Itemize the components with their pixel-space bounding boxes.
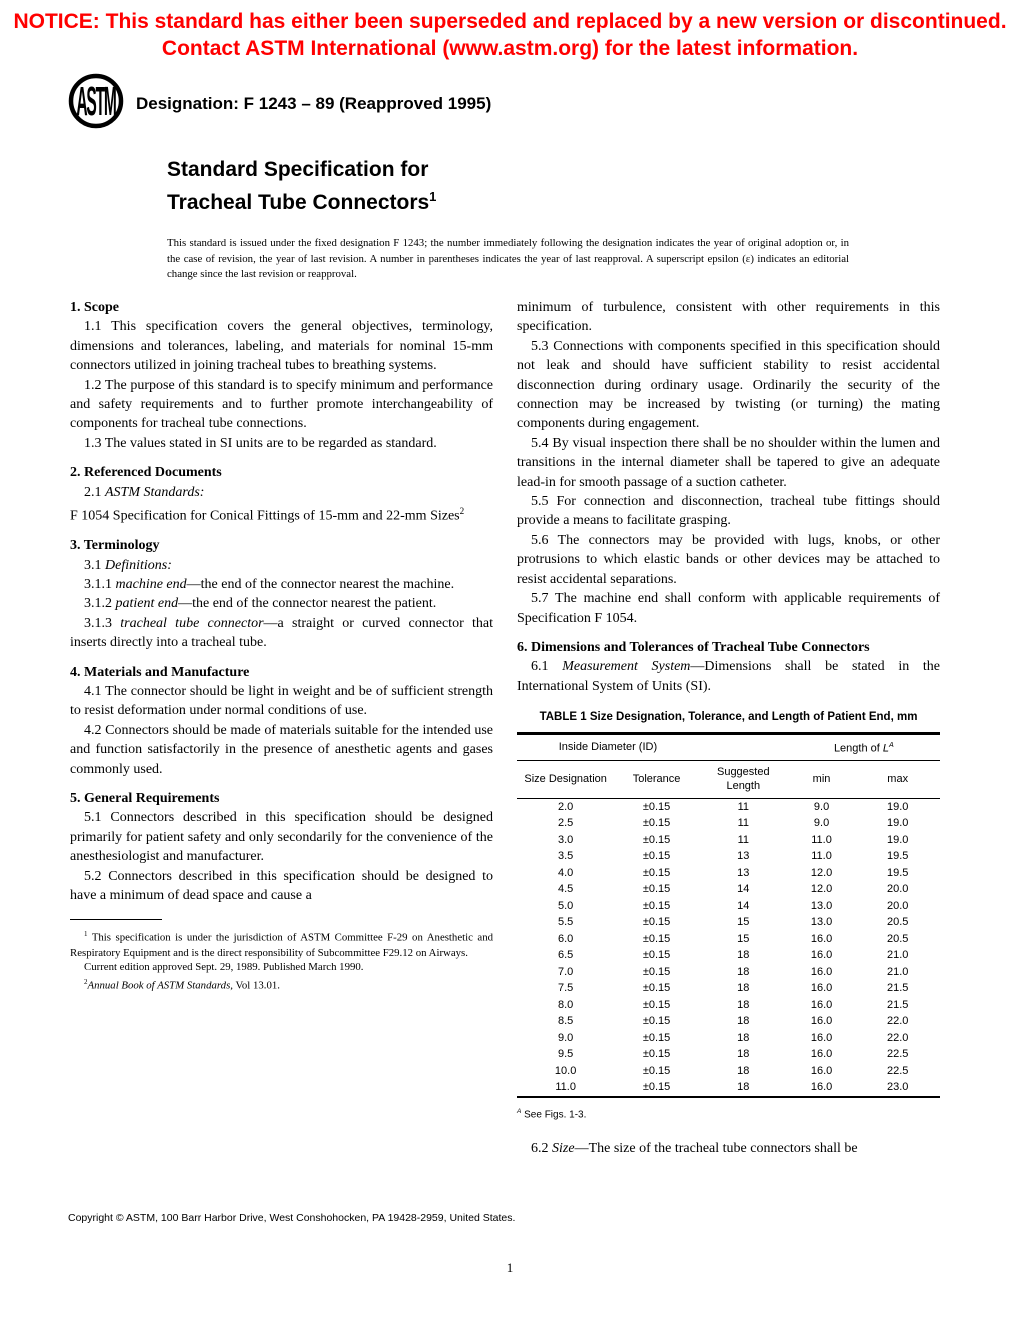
table-cell: 2.5	[557, 817, 574, 830]
table-cell: ±0.15	[642, 800, 671, 813]
table-1-footnote-text: See Figs. 1-3.	[521, 1109, 587, 1121]
para-1-2: 1.2 The purpose of this standard is to specify minimum and performance and safety requirements and to further promote interchangeability of components for tracheal tube connections.	[70, 377, 493, 432]
span-header-length	[788, 734, 940, 761]
table-1-body	[517, 799, 940, 1098]
para-6-2	[517, 1139, 940, 1158]
para-5-7: 5.7 The machine end shall conform with applicable requirements of Specification F 1054.	[517, 591, 940, 626]
table-cell: 9.5	[557, 1048, 574, 1061]
para-5-3: 5.3 Connections with components specified in this specification should not leak and should have sufficient stability to resist accidental disconnection during ordinary usage. Ordinarily the security of the connection may be increased by twisting (or turning) the mating components during engagement.	[517, 338, 940, 432]
footnote-divider	[70, 919, 162, 920]
footnotes-block	[70, 919, 493, 993]
table-cell: 3.0	[557, 833, 574, 846]
table-cell: ±0.15	[642, 899, 671, 912]
table-cell: ±0.15	[642, 949, 671, 962]
table-cell: 11	[737, 800, 749, 813]
table-cell: 22.5	[886, 1064, 909, 1077]
title-line1: Standard Specification for	[167, 158, 429, 181]
reference-f1054-sup: 2	[459, 506, 465, 517]
para-6-1-italic: Measurement System	[562, 659, 691, 675]
svg-text:ASTM: ASTM	[76, 77, 116, 125]
title-line2: Tracheal Tube Connectors	[167, 191, 430, 214]
table-cell: 4.5	[557, 883, 574, 896]
table-cell: 13	[737, 866, 750, 879]
right-column	[517, 298, 940, 1158]
table-row	[517, 1014, 940, 1031]
para-2-1-italic: ASTM Standards:	[105, 484, 205, 500]
table-cell: ±0.15	[642, 965, 671, 978]
heading-scope: 1. Scope	[70, 300, 119, 315]
table-cell: ±0.15	[642, 817, 671, 830]
table-row	[517, 915, 940, 932]
heading-materials: 4. Materials and Manufacture	[70, 664, 250, 680]
left-column	[70, 298, 493, 993]
table-cell: 15	[737, 932, 750, 945]
footnote-2-sup: 2	[84, 977, 88, 986]
table-cell: 20.0	[886, 899, 909, 912]
table-row	[517, 1030, 940, 1047]
table-cell: 10.0	[554, 1064, 577, 1077]
para-3-1-2-rest: —the end of the connector nearest the patient.	[178, 596, 437, 612]
table-cell: ±0.15	[642, 932, 671, 945]
footnote-2-italic: Annual Book of ASTM Standards,	[87, 979, 233, 992]
table-cell: 13.0	[810, 916, 833, 929]
term-patient-end: patient end	[115, 596, 179, 612]
footnote-1	[70, 927, 493, 960]
table-cell: 18	[737, 982, 750, 995]
para-5-2-continued: minimum of turbulence, consistent with other requirements in this specification.	[517, 300, 940, 335]
table-cell: 16.0	[810, 965, 833, 978]
span-header-length-sup: A	[889, 741, 894, 750]
table-cell: 5.0	[557, 899, 574, 912]
table-1-span-header-row	[517, 734, 940, 761]
para-5-6: 5.6 The connectors may be provided with lugs, knobs, or other protrusions to which elastic bands or other devices may be attached to resist accidental separations.	[517, 532, 940, 587]
para-3-1-italic: Definitions:	[105, 557, 172, 573]
table-1-title: TABLE 1 Size Designation, Tolerance, and Length of Patient End, mm	[539, 711, 918, 724]
table-cell: 11	[737, 833, 749, 846]
term-machine-end: machine end	[115, 576, 187, 592]
table-cell: 16.0	[810, 932, 833, 945]
table-cell: 14	[737, 899, 750, 912]
table-cell: 16.0	[810, 982, 833, 995]
supersession-notice	[0, 8, 1020, 62]
table-cell: ±0.15	[642, 1081, 671, 1094]
notice-line1: NOTICE: This standard has either been superseded and replaced by a new version or discontinued.	[13, 10, 1007, 33]
masthead	[66, 70, 491, 137]
para-6-2-italic: Size	[552, 1141, 575, 1157]
footnote-2	[70, 975, 493, 993]
footnote-2-rest: Vol 13.01.	[232, 979, 280, 992]
heading-dimensions: 6. Dimensions and Tolerances of Tracheal Tube Connectors	[517, 639, 870, 655]
table-cell: 21.0	[886, 965, 909, 978]
table-row	[517, 849, 940, 866]
table-cell: 16.0	[810, 1064, 833, 1077]
table-row	[517, 997, 940, 1014]
preamble-text: This standard is issued under the fixed designation F 1243; the number immediately following the designation indicates the year of original adoption or, in the case of revision, the year of last revision. A number in parentheses indicates the year of last reapproval. A superscript epsilon (ε) indicates an editorial change since the last revision or reapproval.	[167, 237, 849, 280]
table-cell: 6.5	[557, 949, 574, 962]
table-cell: 18	[737, 998, 750, 1011]
col-header-min: min	[788, 761, 856, 799]
span-header-length-italic: L	[882, 742, 889, 755]
table-cell: 21.0	[886, 949, 909, 962]
para-2-1-num: 2.1	[84, 484, 105, 500]
heading-general-requirements: 5. General Requirements	[70, 791, 220, 806]
table-cell: 22.5	[886, 1048, 909, 1061]
table-cell: 21.5	[886, 998, 909, 1011]
table-cell: ±0.15	[642, 866, 671, 879]
table-cell: ±0.15	[642, 1031, 671, 1044]
table-cell: 19.0	[886, 817, 909, 830]
para-3-1-3-num: 3.1.3	[84, 615, 121, 631]
table-cell: 19.5	[886, 850, 909, 863]
table-row	[517, 816, 940, 833]
table-row	[517, 882, 940, 899]
table-cell: 11.0	[555, 1081, 576, 1094]
table-cell: 22.0	[886, 1015, 909, 1028]
table-cell: 14	[737, 883, 750, 896]
table-cell: 9.0	[813, 817, 830, 830]
table-cell: 11.0	[811, 850, 832, 863]
table-row	[517, 931, 940, 948]
table-cell: 18	[737, 949, 750, 962]
reference-f1054	[70, 502, 493, 526]
para-6-1-num: 6.1	[531, 659, 563, 675]
table-1-footnote	[517, 1102, 940, 1125]
term-tracheal-tube-connector: tracheal tube connector	[120, 615, 264, 631]
span-header-length-pre: Length of	[833, 742, 883, 755]
table-cell: 19.0	[886, 800, 909, 813]
table-cell: 6.0	[557, 932, 574, 945]
table-row	[517, 1080, 940, 1098]
para-1-3: 1.3 The values stated in SI units are to be regarded as standard.	[84, 435, 437, 451]
table-cell: 20.5	[886, 932, 909, 945]
astm-logo-icon	[66, 70, 126, 137]
col-header-tolerance: Tolerance	[614, 761, 699, 799]
para-3-1-3-rest: —a straight or curved connector that inserts directly into a tracheal tube.	[70, 615, 493, 651]
table-cell: 18	[737, 965, 750, 978]
table-1-column-header-row	[517, 761, 940, 799]
table-row	[517, 799, 940, 816]
table-cell: 12.0	[810, 866, 833, 879]
col-header-suggested-length: Suggested Length	[699, 761, 788, 799]
table-row	[517, 1047, 940, 1064]
copyright-line: Copyright © ASTM, 100 Barr Harbor Drive, West Conshohocken, PA 19428-2959, United States.	[68, 1212, 516, 1224]
table-cell: 16.0	[810, 1015, 833, 1028]
para-5-4: 5.4 By visual inspection there shall be no shoulder within the lumen and transitions in the internal diameter shall be tapered to give an adequate lead-in for smooth passage of a suction catheter.	[517, 435, 940, 490]
notice-line2: Contact ASTM International (www.astm.org) for the latest information.	[161, 37, 859, 60]
table-row	[517, 948, 940, 965]
designation: Designation: F 1243 – 89 (Reapproved 1995)	[136, 93, 492, 113]
para-6-1-rest: —Dimensions shall be stated in the International System of Units (SI).	[517, 659, 940, 694]
table-cell: 16.0	[810, 1031, 833, 1044]
table-cell: 19.0	[886, 833, 909, 846]
title-footnote-ref: 1	[429, 189, 437, 204]
para-2-1	[70, 483, 493, 502]
table-cell: 11	[737, 817, 749, 830]
table-cell: 16.0	[810, 949, 833, 962]
table-cell: ±0.15	[642, 1064, 671, 1077]
table-cell: 11.0	[811, 833, 832, 846]
reference-f1054-text: F 1054 Specification for Conical Fittings of 15-mm and 22-mm Sizes	[70, 508, 460, 524]
table-cell: 23.0	[886, 1081, 909, 1094]
table-cell: 16.0	[810, 1081, 833, 1094]
table-row	[517, 1063, 940, 1080]
table-cell: 21.5	[886, 982, 909, 995]
table-row	[517, 832, 940, 849]
title-block	[167, 156, 849, 283]
table-cell: 3.5	[557, 850, 574, 863]
table-cell: 2.0	[557, 800, 574, 813]
table-cell: ±0.15	[642, 833, 671, 846]
table-cell: ±0.15	[642, 850, 671, 863]
col-header-size-designation: Size Designation	[517, 761, 614, 799]
para-3-1-2	[70, 594, 493, 613]
table-cell: 15	[737, 916, 750, 929]
para-6-2-rest: —The size of the tracheal tube connectors shall be	[574, 1141, 858, 1157]
para-5-1: 5.1 Connectors described in this specification should be designed primarily for patient safety and only secondarily for the convenience of the anesthesiologist and manufacturer.	[70, 810, 493, 865]
para-4-1: 4.1 The connector should be light in weight and be of sufficient strength to resist deformation under normal conditions of use.	[70, 683, 493, 719]
table-cell: 19.5	[886, 866, 909, 879]
para-3-1-1-num: 3.1.1	[84, 576, 116, 592]
table-cell: 18	[737, 1048, 750, 1061]
table-cell: 18	[737, 1015, 750, 1028]
table-cell: ±0.15	[642, 1048, 671, 1061]
table-cell: ±0.15	[642, 982, 671, 995]
table-cell: 18	[737, 1064, 750, 1077]
table-cell: 7.5	[557, 982, 574, 995]
table-row	[517, 964, 940, 981]
table-cell: 16.0	[810, 1048, 833, 1061]
heading-terminology: 3. Terminology	[70, 538, 160, 554]
para-3-1-2-num: 3.1.2	[84, 596, 116, 612]
table-cell: 13	[737, 850, 750, 863]
footnote-1-sup: 1	[84, 930, 88, 939]
para-6-2-num: 6.2	[531, 1141, 552, 1157]
table-cell: 8.5	[557, 1015, 574, 1028]
footnote-1-text: This specification is under the jurisdiction of ASTM Committee F-29 on Anesthetic and Respiratory Equipment and is the direct responsibility of Subcommittee F29.12 on Airways.	[70, 932, 493, 959]
para-6-1	[517, 657, 940, 696]
table-cell: ±0.15	[642, 998, 671, 1011]
table-cell: 9.0	[813, 800, 830, 813]
para-3-1-1	[70, 575, 493, 594]
table-cell: 13.0	[810, 899, 833, 912]
table-row	[517, 898, 940, 915]
para-3-1-1-rest: —the end of the connector nearest the machine.	[186, 576, 455, 592]
document-title	[167, 156, 849, 216]
para-5-2: 5.2 Connectors described in this specification should be designed to have a minimum of dead space and cause a	[70, 868, 493, 904]
para-3-1-num: 3.1	[84, 557, 105, 573]
table-cell: 7.0	[557, 965, 574, 978]
table-cell: ±0.15	[642, 916, 671, 929]
table-cell: 22.0	[886, 1031, 909, 1044]
para-3-1-3	[70, 614, 493, 653]
para-1-1: 1.1 This specification covers the general objectives, terminology, dimensions and tolerances, labeling, and materials for nominal 15-mm connectors utilized in joining tracheal tubes to breathing systems.	[70, 319, 493, 374]
para-4-2: 4.2 Connectors should be made of materials suitable for the intended use and function satisfactorily in the presence of anesthetic agents and gases commonly used.	[70, 722, 493, 777]
para-5-5: 5.5 For connection and disconnection, tracheal tube fittings should provide a means to facilitate grasping.	[517, 494, 940, 529]
span-header-spacer	[699, 734, 788, 761]
table-cell: 20.5	[886, 916, 909, 929]
footnote-current-edition: Current edition approved Sept. 29, 1989. Published March 1990.	[84, 961, 364, 974]
table-cell: 12.0	[810, 883, 833, 896]
table-1-footnote-sup: A	[517, 1108, 522, 1116]
table-cell: 5.5	[557, 916, 574, 929]
table-row	[517, 865, 940, 882]
table-cell: 18	[737, 1081, 750, 1094]
table-cell: 16.0	[810, 998, 833, 1011]
table-cell: 18	[737, 1031, 750, 1044]
table-cell: 20.0	[886, 883, 909, 896]
table-1	[517, 732, 940, 1098]
table-row	[517, 981, 940, 998]
para-3-1	[70, 556, 493, 575]
table-cell: ±0.15	[642, 883, 671, 896]
table-cell: ±0.15	[642, 1015, 671, 1028]
table-cell: 9.0	[557, 1031, 574, 1044]
heading-referenced-documents: 2. Referenced Documents	[70, 465, 222, 481]
table-1-block	[517, 710, 940, 1125]
span-header-inside-diameter: Inside Diameter (ID)	[517, 734, 699, 761]
table-cell: 4.0	[557, 866, 574, 879]
page-number: 1	[506, 1260, 514, 1275]
table-cell: 8.0	[557, 998, 574, 1011]
col-header-max: max	[855, 761, 940, 799]
